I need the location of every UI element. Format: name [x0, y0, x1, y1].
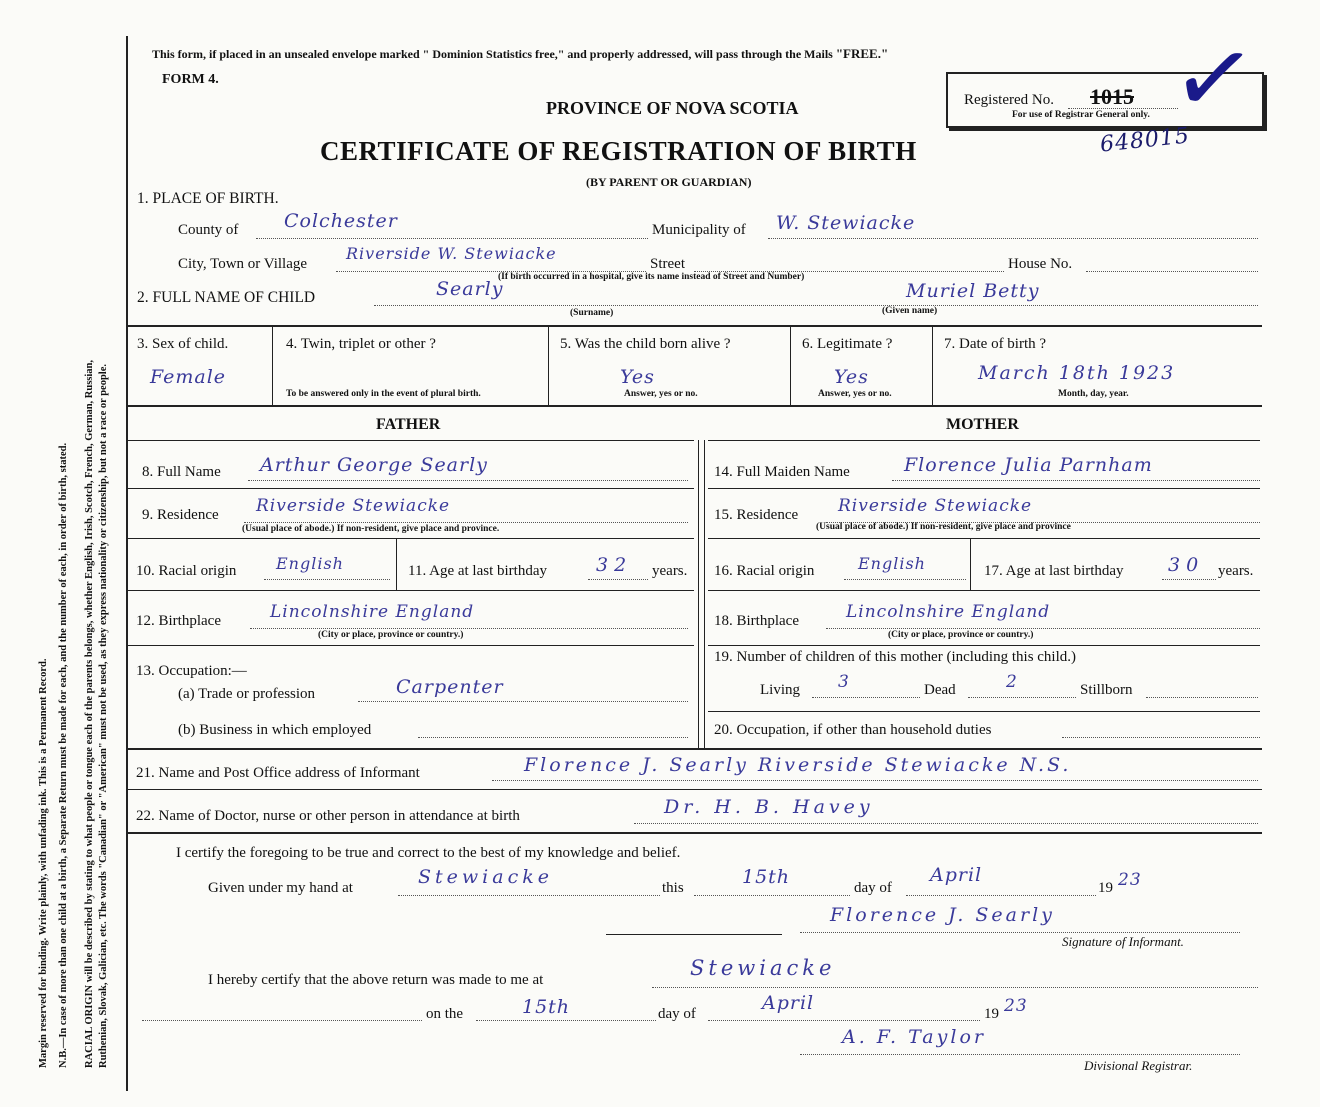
born-alive-caption: Answer, yes or no.	[624, 389, 698, 399]
mother-racial-value: English	[858, 554, 926, 573]
father-business-label: (b) Business in which employed	[178, 722, 372, 738]
rule-top-grid	[128, 325, 1262, 327]
dead-value: 2	[1006, 672, 1018, 692]
house-line	[1086, 271, 1258, 272]
mother-age-label: 17. Age at last birthday	[984, 563, 1124, 579]
registrar-signature-line	[800, 1054, 1240, 1055]
given-place-line	[398, 895, 660, 896]
registrar-pre-line	[142, 1020, 422, 1021]
mother-birthplace-value: Lincolnshire England	[846, 602, 1051, 622]
county-line	[256, 238, 648, 239]
rule-row-8	[128, 488, 694, 489]
registrar-caption: Divisional Registrar.	[1084, 1058, 1193, 1073]
rule-doctor-bottom	[128, 832, 1262, 834]
doctor-label: 22. Name of Doctor, nurse or other person in attendance at birth	[136, 808, 520, 824]
registrar-place-line	[652, 987, 1258, 988]
mother-birthplace-label: 18. Birthplace	[714, 613, 799, 629]
rule-father-heading	[128, 440, 694, 441]
rule-row-12	[128, 645, 694, 646]
twin-label: 4. Twin, triplet or other ?	[286, 336, 436, 352]
given-year-value: 23	[1118, 870, 1142, 890]
mother-name-label: 14. Full Maiden Name	[714, 464, 850, 480]
living-line	[812, 697, 920, 698]
margin-note-binding: Margin reserved for binding. Write plainly, with unfading ink. This is a Permanent Record.	[38, 658, 49, 1068]
divider-legit	[932, 325, 933, 405]
day-of-label: day of	[854, 880, 892, 896]
mother-age-suffix: years.	[1218, 563, 1254, 579]
rule-row-16	[708, 590, 1260, 591]
mother-birthplace-line	[826, 628, 1260, 629]
registrar-month-line	[708, 1020, 980, 1021]
father-residence-line	[244, 522, 688, 523]
divider-mother-racial	[970, 538, 971, 590]
divider-sex	[272, 325, 273, 405]
registrar-month-value: April	[762, 992, 815, 1014]
signature-caption: Signature of Informant.	[1062, 934, 1184, 949]
father-name-value: Arthur George Searly	[260, 454, 488, 476]
given-day-line	[694, 895, 850, 896]
date-of-birth-label: 7. Date of birth ?	[944, 336, 1047, 352]
mother-age-value: 30	[1168, 554, 1205, 576]
sex-value: Female	[150, 366, 227, 388]
mother-age-line	[1162, 579, 1216, 580]
registered-label: Registered No.	[964, 92, 1054, 108]
given-day-value: 15th	[742, 866, 791, 888]
living-value: 3	[838, 672, 850, 692]
registrar-year-prefix: 19	[984, 1006, 999, 1022]
registered-number: 1015	[1090, 84, 1134, 109]
father-age-line	[588, 579, 648, 580]
father-residence-label: 9. Residence	[142, 507, 219, 523]
rule-row-9	[128, 538, 694, 539]
born-alive-value: Yes	[620, 366, 655, 388]
mother-residence-caption: (Usual place of abode.) If non-resident, give place and province	[816, 522, 1071, 532]
divider-father-racial	[396, 538, 397, 590]
municipality-value: W. Stewiacke	[776, 212, 916, 234]
child-name-line	[374, 305, 1258, 306]
date-of-birth-caption: Month, day, year.	[1058, 389, 1129, 399]
dead-line	[968, 697, 1076, 698]
registrar-statement: I hereby certify that the above return was made to me at	[208, 972, 544, 988]
registrar-day-of-label: day of	[658, 1006, 696, 1022]
rule-informant-bottom	[128, 789, 1262, 790]
doctor-value: Dr. H. B. Havey	[664, 796, 874, 818]
margin-note-multiple-births: N.B.—In case of more than one child at a birth, a Separate Return must be made for each, and the number of each, in order of birth, stated.	[58, 442, 69, 1068]
certificate-subtitle: (BY PARENT OR GUARDIAN)	[586, 175, 752, 189]
handwritten-register-number: 648015	[1098, 123, 1192, 158]
municipality-label: Municipality of	[652, 222, 746, 238]
father-racial-label: 10. Racial origin	[136, 563, 237, 579]
father-birthplace-value: Lincolnshire England	[270, 602, 475, 622]
place-of-birth-heading: 1. PLACE OF BIRTH.	[137, 190, 279, 207]
informant-line	[492, 780, 1258, 781]
father-business-line	[418, 737, 688, 738]
mother-residence-label: 15. Residence	[714, 507, 799, 523]
dead-label: Dead	[924, 682, 956, 698]
father-heading: FATHER	[376, 416, 441, 433]
registrar-day-value: 15th	[522, 996, 571, 1018]
parents-divider-left	[698, 440, 699, 748]
father-age-label: 11. Age at last birthday	[408, 563, 547, 579]
legitimate-value: Yes	[834, 366, 869, 388]
house-label: House No.	[1008, 256, 1073, 272]
given-month-value: April	[930, 864, 983, 886]
street-label: Street	[650, 256, 685, 272]
rule-informant-top	[128, 748, 1262, 750]
stillborn-line	[1146, 697, 1258, 698]
given-month-line	[906, 895, 1096, 896]
father-racial-line	[264, 579, 390, 580]
mother-name-value: Florence Julia Parnham	[904, 454, 1153, 476]
given-name-caption: (Given name)	[882, 306, 938, 316]
informant-label: 21. Name and Post Office address of Informant	[136, 765, 420, 781]
mother-racial-label: 16. Racial origin	[714, 563, 815, 579]
mother-name-line	[892, 480, 1260, 481]
rule-parents-top	[128, 405, 1262, 407]
sex-label: 3. Sex of child.	[137, 336, 229, 352]
divider-alive	[790, 325, 791, 405]
mother-occupation-label: 20. Occupation, if other than household duties	[714, 722, 992, 738]
mother-occupation-line	[1062, 737, 1260, 738]
rule-row-10	[128, 590, 694, 591]
informant-signature-line	[800, 932, 1240, 933]
county-label: County of	[178, 222, 239, 238]
mother-children-label: 19. Number of children of this mother (including this child.)	[714, 649, 1077, 665]
rule-row-18	[708, 645, 1260, 646]
father-birthplace-label: 12. Birthplace	[136, 613, 221, 629]
given-place-value: Stewiacke	[418, 866, 553, 888]
father-racial-value: English	[276, 554, 344, 573]
surname-caption: (Surname)	[570, 308, 614, 318]
born-alive-label: 5. Was the child born alive ?	[560, 336, 731, 352]
doctor-line	[634, 823, 1258, 824]
legitimate-caption: Answer, yes or no.	[818, 389, 892, 399]
father-age-value: 32	[596, 554, 633, 576]
registrar-signature-value: A. F. Taylor	[842, 1026, 986, 1048]
father-birthplace-line	[250, 628, 688, 629]
city-label: City, Town or Village	[178, 256, 308, 272]
parents-divider-right	[704, 440, 705, 748]
child-given-name-value: Muriel Betty	[906, 280, 1040, 302]
father-name-line	[248, 480, 688, 481]
divider-twin	[548, 325, 549, 405]
date-of-birth-value: March 18th 1923	[978, 362, 1176, 384]
twin-caption: To be answered only in the event of plural birth.	[286, 389, 481, 399]
father-name-label: 8. Full Name	[142, 464, 221, 480]
father-trade-value: Carpenter	[396, 676, 504, 698]
certification-statement: I certify the foregoing to be true and correct to the best of my knowledge and belief.	[176, 845, 681, 861]
father-residence-caption: (Usual place of abode.) If non-resident, give place and province.	[242, 524, 500, 534]
living-label: Living	[760, 682, 800, 698]
mother-residence-value: Riverside Stewiacke	[838, 496, 1033, 516]
mother-racial-line	[844, 579, 966, 580]
father-age-suffix: years.	[652, 563, 688, 579]
father-residence-value: Riverside Stewiacke	[256, 496, 451, 516]
rule-mother-heading	[708, 440, 1260, 441]
on-the-label: on the	[426, 1006, 464, 1022]
rule-row-14	[708, 488, 1260, 489]
given-under-hand-label: Given under my hand at	[208, 880, 353, 896]
father-occupation-label: 13. Occupation:—	[136, 663, 247, 679]
mother-heading: MOTHER	[946, 416, 1019, 433]
margin-note-racial-origin-2: Ruthenian, Slovak, Galician, etc. The words "Canadian" or "American" must not be used, as they express nationality or citizenship, but not a race or people.	[98, 363, 109, 1068]
child-surname-value: Searly	[436, 278, 504, 300]
hospital-note: (If birth occurred in a hospital, give its name instead of Street and Number)	[498, 272, 805, 282]
city-value: Riverside W. Stewiacke	[346, 244, 557, 263]
certificate-title: CERTIFICATE OF REGISTRATION OF BIRTH	[320, 136, 917, 166]
registrar-use-note: For use of Registrar General only.	[1012, 110, 1150, 120]
father-trade-line	[358, 701, 688, 702]
rule-row-15	[708, 538, 1260, 539]
father-trade-label: (a) Trade or profession	[178, 686, 316, 702]
margin-rule	[126, 36, 128, 1091]
rule-row-19	[708, 711, 1260, 712]
registrar-day-line	[476, 1020, 656, 1021]
postal-notice: This form, if placed in an unsealed envelope marked " Dominion Statistics free," and properly addressed, will pass through the Mails "FREE."	[152, 46, 889, 61]
province-heading: PROVINCE OF NOVA SCOTIA	[546, 98, 799, 118]
checkmark-icon: ✓	[1164, 14, 1265, 143]
margin-note-racial-origin-1: RACIAL ORIGIN will be described by stating to what people or tongue each of the parents belongs, whether English, Irish, Scotch, French, German, Russian,	[84, 359, 95, 1068]
county-value: Colchester	[284, 210, 398, 232]
this-label: this	[662, 880, 684, 896]
informant-signature-rule	[606, 934, 782, 935]
given-year-prefix: 19	[1098, 880, 1113, 896]
informant-signature-value: Florence J. Searly	[830, 904, 1055, 926]
mother-birthplace-caption: (City or place, province or country.)	[888, 630, 1034, 640]
registrar-year-value: 23	[1004, 996, 1028, 1016]
stillborn-label: Stillborn	[1080, 682, 1133, 698]
child-name-label: 2. FULL NAME OF CHILD	[137, 289, 316, 306]
registrar-place-value: Stewiacke	[690, 956, 836, 980]
legitimate-label: 6. Legitimate ?	[802, 336, 893, 352]
informant-value: Florence J. Searly Riverside Stewiacke N.S.	[524, 754, 1072, 776]
form-number: FORM 4.	[162, 72, 219, 87]
father-birthplace-caption: (City or place, province or country.)	[318, 630, 464, 640]
municipality-line	[768, 238, 1258, 239]
